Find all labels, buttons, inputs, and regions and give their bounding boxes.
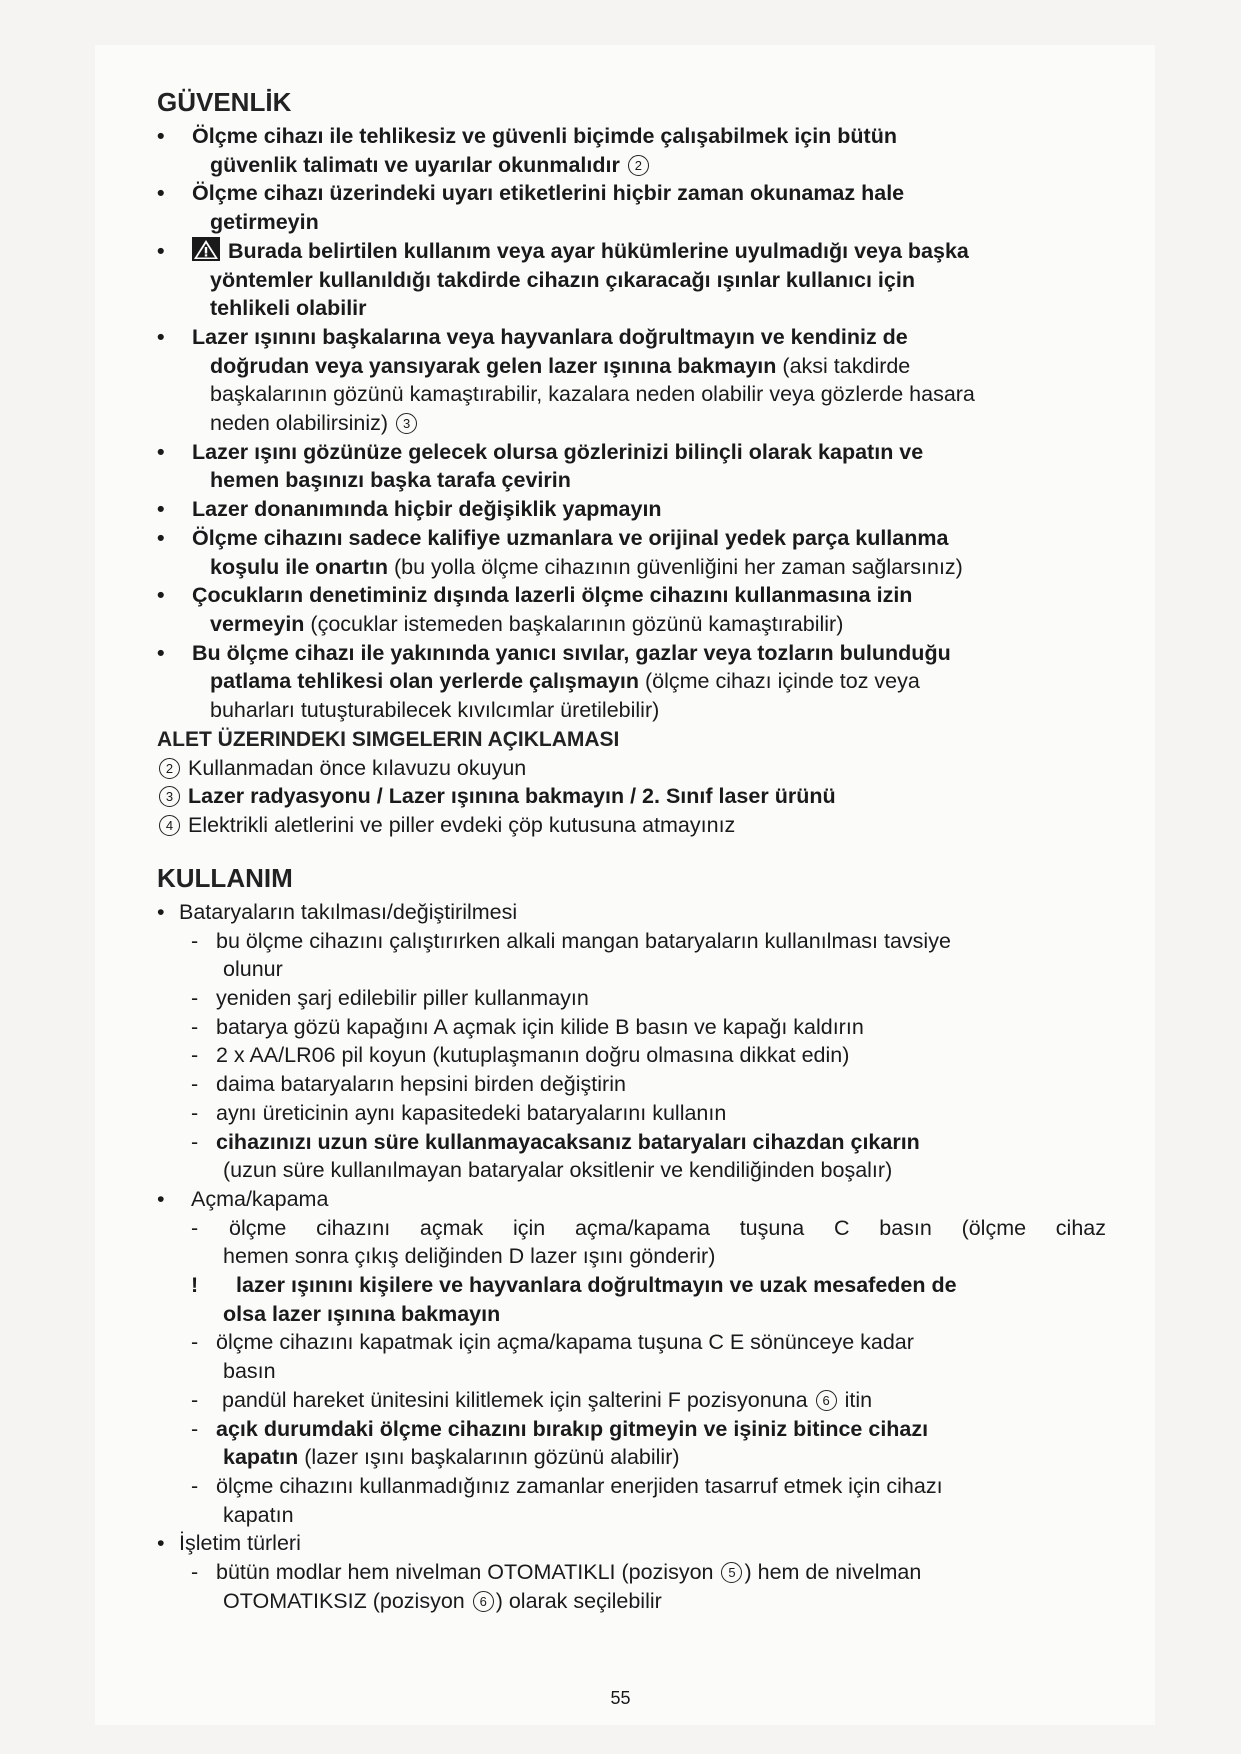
bullet-dot: • bbox=[157, 1186, 165, 1211]
laser-warning-icon bbox=[192, 237, 220, 261]
section-title-simgeler: ALET ÜZERINDEKI SIMGELERIN AÇIKLAMASI bbox=[157, 727, 620, 751]
mode-step: - bütün modlar hem nivelman OTOMATIKLI (pozisyon 5 ) hem de nivelman OTOMATIKSIZ (pozisyon 6 ) olarak seçilebilir bbox=[191, 1560, 922, 1613]
bullet-dot: • bbox=[157, 1531, 165, 1556]
bullet-dot: • bbox=[157, 439, 165, 464]
ref-number-circle: 2 bbox=[159, 758, 180, 779]
battery-step: - batarya gözü kapağını A açmak için kilide B basın ve kapağı kaldırın bbox=[191, 1014, 864, 1039]
usage-item-modes: • İşletim türleri bbox=[157, 1529, 1147, 1558]
safety-item-9: • Bu ölçme cihazı ile yakınında yanıcı sıvılar, gazlar veya tozların bulunduğu patlama tehlikesi olan yerlerde çalışmayın (ölçme cihazı içinde toz veya buharları tutuşturabilecek kıvılcımlar üretilebilir) bbox=[157, 640, 951, 723]
section-title-guvenlik: GÜVENLİK bbox=[157, 87, 292, 117]
on-off-step: - pandül hareket ünitesini kilitlemek için şalterini F pozisyonuna 6 itin bbox=[191, 1387, 873, 1412]
symbol-item: 3 Lazer radyasyonu / Lazer ışınına bakmayın / 2. Sınıf laser ürünü bbox=[157, 782, 1147, 811]
bullet-dot: • bbox=[157, 497, 165, 522]
justified-line: hemen sonra çıkış deliğinden D lazer ışını gönderir) bbox=[223, 1244, 716, 1269]
symbol-item: 4 Elektrikli aletlerini ve piller evdeki çöp kutusuna atmayınız bbox=[157, 811, 1147, 840]
ref-number-circle: 5 bbox=[721, 1562, 742, 1583]
safety-item-5: • Lazer ışını gözünüze gelecek olursa gözlerinizi bilinçli olarak kapatın ve hemen başınızı başka tarafa çevirin bbox=[157, 439, 924, 493]
ref-number-circle: 3 bbox=[159, 786, 180, 807]
safety-item-1: • Ölçme cihazı ile tehlikesiz ve güvenli biçimde çalışabilmek için bütün güvenlik talimatı ve uyarılar okunmalıdır 2 bbox=[157, 124, 897, 177]
battery-step: - 2 x AA/LR06 pil koyun (kutuplaşmanın doğru olmasına dikkat edin) bbox=[191, 1043, 850, 1068]
ref-number-circle: 2 bbox=[628, 155, 649, 176]
on-off-step: - ölçme cihazını açmak için açma/kapama tuşuna C basın (ölçme cihaz hemen sonra çıkış deliğinden D lazer ışını gönderir) bbox=[157, 1214, 1147, 1271]
battery-step: - bu ölçme cihazını çalıştırırken alkali mangan bataryaların kullanılması tavsiye olunur bbox=[191, 928, 951, 982]
battery-step: - aynı üreticinin aynı kapasitedeki bataryalarını kullanın bbox=[191, 1100, 727, 1125]
safety-item-3: • Burada belirtilen kullanım veya ayar hükümlerine uyulmadığı veya başka yöntemler kullanıldığı takdirde cihazın çıkaracağı ışınlar kullanıcı için tehlikeli olabilir bbox=[157, 238, 969, 321]
symbol-item: 2 Kullanmadan önce kılavuzu okuyun bbox=[157, 754, 1147, 783]
on-off-step: - ölçme cihazını kullanmadığınız zamanlar enerjiden tasarruf etmek için cihazı kapatın bbox=[191, 1473, 943, 1527]
bullet-dot: • bbox=[157, 899, 165, 924]
safety-item-6: • Lazer donanımında hiçbir değişiklik yapmayın bbox=[157, 495, 1147, 524]
page-content bbox=[157, 86, 1147, 1615]
bullet-dot: • bbox=[157, 640, 165, 665]
on-off-warning: ! lazer ışınını kişilere ve hayvanlara doğrultmayın ve uzak mesafeden de olsa lazer ışınına bakmayın bbox=[191, 1273, 957, 1326]
usage-item-batteries: • Bataryaların takılması/değiştirilmesi bbox=[157, 898, 1147, 927]
bullet-dot: • bbox=[157, 238, 165, 263]
battery-step: - cihazınızı uzun süre kullanmayacaksanız bataryaları cihazdan çıkarın (uzun süre kullanılmayan bataryalar oksitlenir ve kendiliğinden boşalır) bbox=[191, 1129, 920, 1183]
safety-item-7: • Ölçme cihazını sadece kalifiye uzmanlara ve orijinal yedek parça kullanma koşulu ile onartın (bu yolla ölçme cihazının güvenliğini her zaman sağlarsınız) bbox=[157, 525, 963, 579]
ref-number-circle: 6 bbox=[473, 1591, 494, 1612]
bullet-dot: • bbox=[157, 583, 165, 608]
usage-item-on-off: • Açma/kapama bbox=[157, 1185, 1147, 1214]
battery-step: - yeniden şarj edilebilir piller kullanmayın bbox=[191, 985, 589, 1010]
page-number: 55 bbox=[610, 1688, 631, 1708]
on-off-step: - açık durumdaki ölçme cihazını bırakıp gitmeyin ve işiniz bitince cihazı kapatın (lazer ışını başkalarının gözünü alabilir) bbox=[191, 1416, 929, 1470]
justified-line: ölçme cihazını açmak için açma/kapama tuşuna C basın (ölçme cihaz bbox=[229, 1215, 1106, 1240]
ref-number-circle: 6 bbox=[816, 1390, 837, 1411]
section-title-kullanim: KULLANIM bbox=[157, 862, 293, 893]
ref-number-circle: 3 bbox=[396, 413, 417, 434]
safety-item-4: • Lazer ışınını başkalarına veya hayvanlara doğrultmayın ve kendiniz de doğrudan veya yansıyarak gelen lazer ışınına bakmayın (aksi takdirde başkalarının gözünü kamaştırabilir, kazalara neden olabilir veya gözlerde hasara neden olabilirsiniz) 3 bbox=[157, 324, 975, 436]
bullet-dot: • bbox=[157, 324, 165, 349]
bullet-dot: • bbox=[157, 181, 165, 206]
on-off-step: - ölçme cihazını kapatmak için açma/kapama tuşuna C E sönünceye kadar basın bbox=[191, 1330, 914, 1384]
ref-number-circle: 4 bbox=[159, 815, 180, 836]
battery-step: - daima bataryaların hepsini birden değiştirin bbox=[191, 1072, 626, 1097]
warning-exclamation: ! bbox=[191, 1273, 199, 1298]
bullet-dot: • bbox=[157, 124, 165, 148]
safety-item-2: • Ölçme cihazı üzerindeki uyarı etiketlerini hiçbir zaman okunamaz hale getirmeyin bbox=[157, 181, 905, 235]
safety-item-8: • Çocukların denetiminiz dışında lazerli ölçme cihazını kullanmasına izin vermeyin (çocuklar istemeden başkalarının gözünü kamaştırabilir) bbox=[157, 583, 913, 636]
bullet-dot: • bbox=[157, 525, 165, 550]
